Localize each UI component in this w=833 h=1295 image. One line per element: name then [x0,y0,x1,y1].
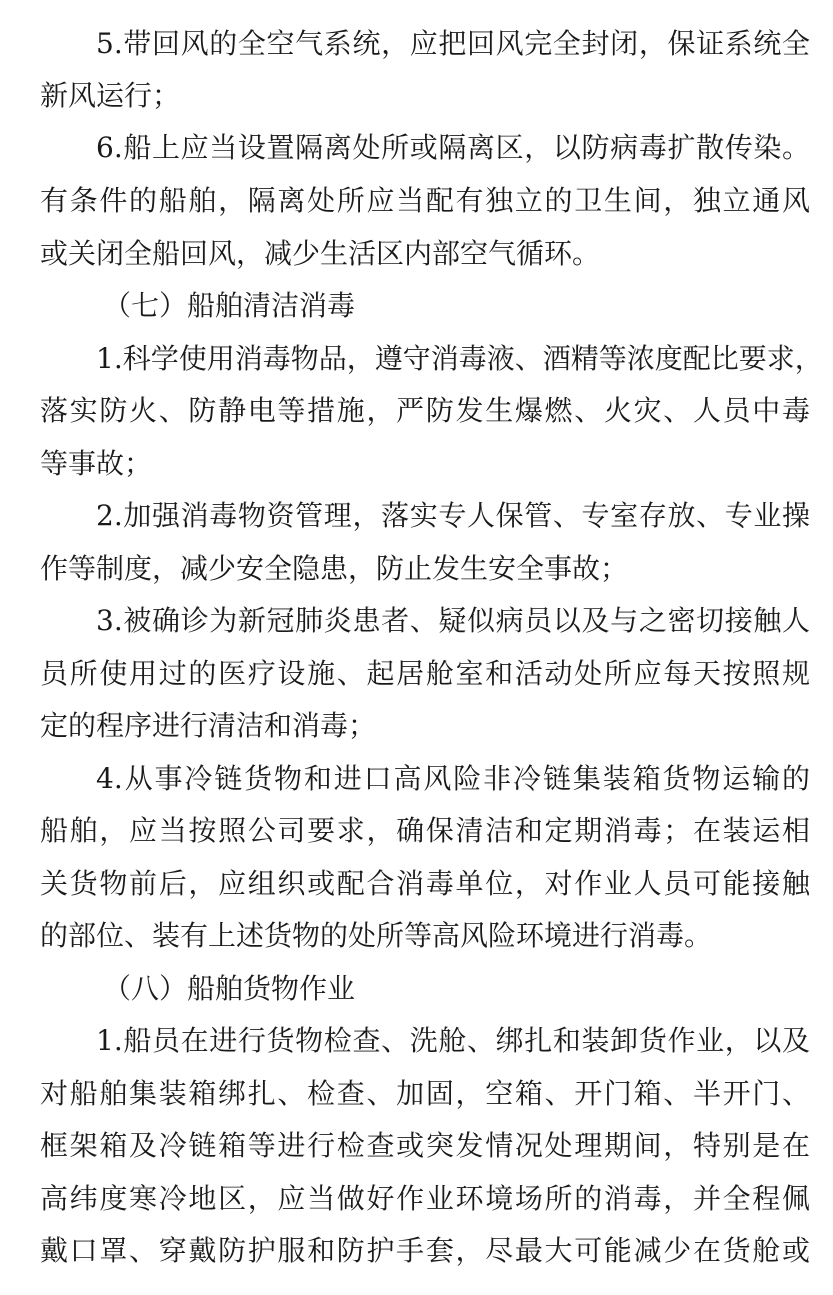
text-line: 对船舶集装箱绑扎、检查、加固，空箱、开门箱、半开门、 [40,1077,810,1110]
text-line: 4.从事冷链货物和进口高风险非冷链集装箱货物运输的 [96,762,810,795]
text-line: 关货物前后，应组织或配合消毒单位，对作业人员可能接触 [40,867,810,900]
text-line: 5.带回风的全空气系统，应把回风完全封闭，保证系统全 [96,27,810,60]
text-line: 的部位、装有上述货物的处所等高风险环境进行消毒。 [40,919,713,952]
text-line: 等事故； [40,447,153,480]
text-line: 1.科学使用消毒物品，遵守消毒液、酒精等浓度配比要求， [96,342,823,375]
text-line: 定的程序进行清洁和消毒； [40,709,377,742]
text-line: 落实防火、防静电等措施，严防发生爆燃、火灾、人员中毒 [40,394,810,427]
text-line: 框架箱及冷链箱等进行检查或突发情况处理期间，特别是在 [40,1129,810,1162]
section-heading: （七）船舶清洁消毒 [103,289,356,322]
section-heading: （八）船舶货物作业 [103,972,356,1005]
text-line: 6.船上应当设置隔离处所或隔离区，以防病毒扩散传染。 [96,131,810,164]
text-line: 戴口罩、穿戴防护服和防护手套，尽最大可能减少在货舱或 [40,1234,810,1267]
text-line: 高纬度寒冷地区，应当做好作业环境场所的消毒，并全程佩 [40,1182,810,1215]
text-line: 员所使用过的医疗设施、起居舱室和活动处所应每天按照规 [40,657,810,690]
text-line: 2.加强消毒物资管理，落实专人保管、专室存放、专业操 [96,499,810,532]
text-line: 1.船员在进行货物检查、洗舱、绑扎和装卸货作业，以及 [96,1024,810,1057]
text-line: 或关闭全船回风，减少生活区内部空气循环。 [40,237,601,270]
text-line: 船舶，应当按照公司要求，确保清洁和定期消毒；在装运相 [40,814,810,847]
text-line: 3.被确诊为新冠肺炎患者、疑似病员以及与之密切接触人 [96,604,810,637]
text-line: 新风运行； [40,79,181,112]
text-line: 作等制度，减少安全隐患，防止发生安全事故； [40,552,629,585]
text-line: 有条件的船舶，隔离处所应当配有独立的卫生间，独立通风 [40,184,810,217]
